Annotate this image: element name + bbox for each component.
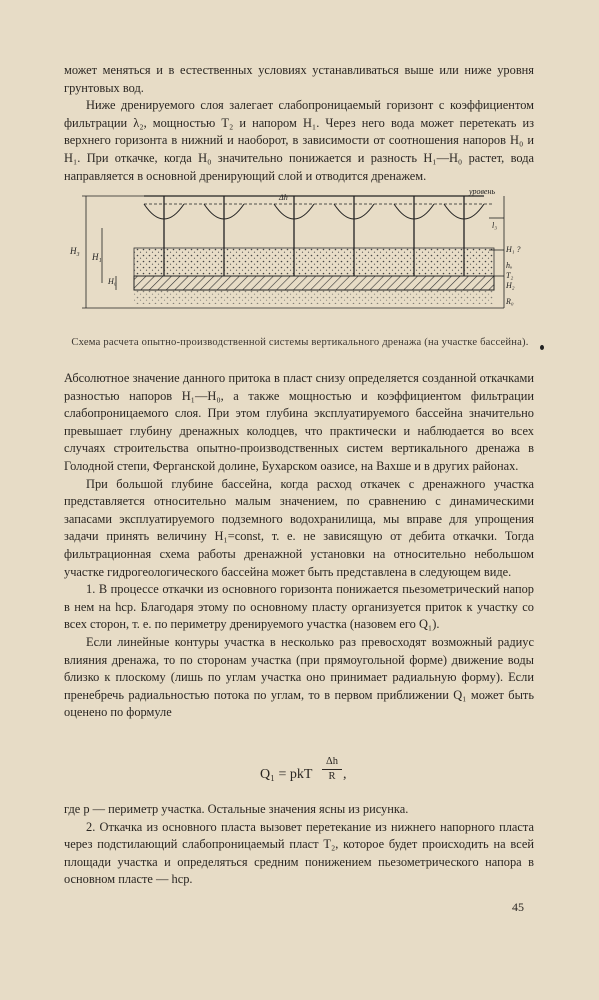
formula-tail: , <box>343 767 347 782</box>
figure-label: Δh <box>279 193 288 202</box>
paragraph: где p — периметр участка. Остальные значения ясны из рисунка. <box>64 802 409 816</box>
figure-label: T₂ <box>506 271 514 280</box>
text-block-middle <box>64 370 534 722</box>
drainage-scheme-figure <box>64 188 534 328</box>
figure-label: H₁ <box>92 252 102 262</box>
ink-spot <box>540 345 544 350</box>
text-block-bottom <box>64 801 534 889</box>
paragraph: Абсолютное значение данного притока в пласт снизу определяется созданной откачками разностью напоров H₁—H₀, а также мощностью и коэффициентом фильтрации слабопроницаемого слоя. При этом глубина эксплуатируемого бассейна значительно превышает глубину дренажных колодцев, что практически и наблюдается во всех случаях строительства опытно-производственных систем вертикального дренажа в Голодной степи, Ферганской долине, Бухарском оазисе, на Вахше и в других районах. <box>64 371 534 473</box>
formula-fraction <box>322 756 342 783</box>
paragraph: 1. В процессе откачки из основного горизонта понижается пьезометрический напор в нем на hср. Благодаря этому по основному пласту организуется приток к участку со всех сторон, т. е. по периметру дренируемого участка (назовем его Q₁). <box>64 582 534 632</box>
paragraph: Ниже дренируемого слоя залегает слабопроницаемый горизонт с коэффициентом фильтрации λ₂, мощностью T₂ и напором H₁. Через него вода может перетекать из верхнего горизонта в нижний и наоборот, в зависимости от соотношения напоров H₀ и H₁. При откачке, когда H₀ значительно понижается и разность H₁—H₀ растет, вода направляется в основной дренирующий слой и отводится дренажем. <box>64 98 534 183</box>
figure-label: R₀ <box>506 297 514 306</box>
figure-label: H₁ ? <box>506 245 521 254</box>
paragraph: 2. Откачка из основного пласта вызовет перетекание из нижнего напорного пласта через подстилающий слабопроницаемый пласт T₂, которое будет происходить на всей площади участка и определяться средним понижением пьезометрического напора в основном пласте — hср. <box>64 819 534 887</box>
figure-label: H₃ <box>70 246 80 256</box>
figure-caption: Схема расчета опытно-производственной системы вертикального дренажа (на участке бассейна). <box>71 337 529 348</box>
figure-label: hₒ <box>506 261 513 270</box>
formula-denominator: R <box>328 771 336 782</box>
figure-label: H₀ <box>108 277 117 286</box>
figure-label: уровень <box>469 188 496 196</box>
figure-label: H₂ <box>506 281 515 290</box>
formula-lhs: Q₁ = pkT <box>260 767 313 782</box>
paragraph: может меняться и в естественных условиях устанавливаться выше или ниже уровня грунтовых вод. <box>64 63 534 95</box>
formula-numerator: Δh <box>325 756 338 767</box>
page-number: 45 <box>512 900 524 914</box>
formula <box>260 756 380 796</box>
paragraph: Если линейные контуры участка в несколько раз превосходят возможный радиус влияния дренажа, то по сторонам участка (при прямоугольной форме) движение воды близко к плоскому (лишь по углам участка оно принимает радиальную форму). Если пренебречь радиальностью потока по углам, то в первом приближении Q₁ может быть оценено по формуле <box>64 634 534 720</box>
paragraph: При большой глубине бассейна, когда расход откачек с дренажного участка представляется относительно малым значением, по сравнению с динамическими запасами эксплуатируемого подземного водохранилища, мы вправе для упрощения задачи принять величину H₁=const, т. е. не зависящую от дебита откачки. Тогда фильтрационная схема работы дренажной установки на относительно небольшом участке гидрогеологического бассейна может быть представлена в следующем виде. <box>64 476 534 579</box>
figure-label: l₃ <box>492 221 498 230</box>
text-block-top <box>64 62 534 185</box>
drainage-scheme-diagram <box>64 188 534 328</box>
